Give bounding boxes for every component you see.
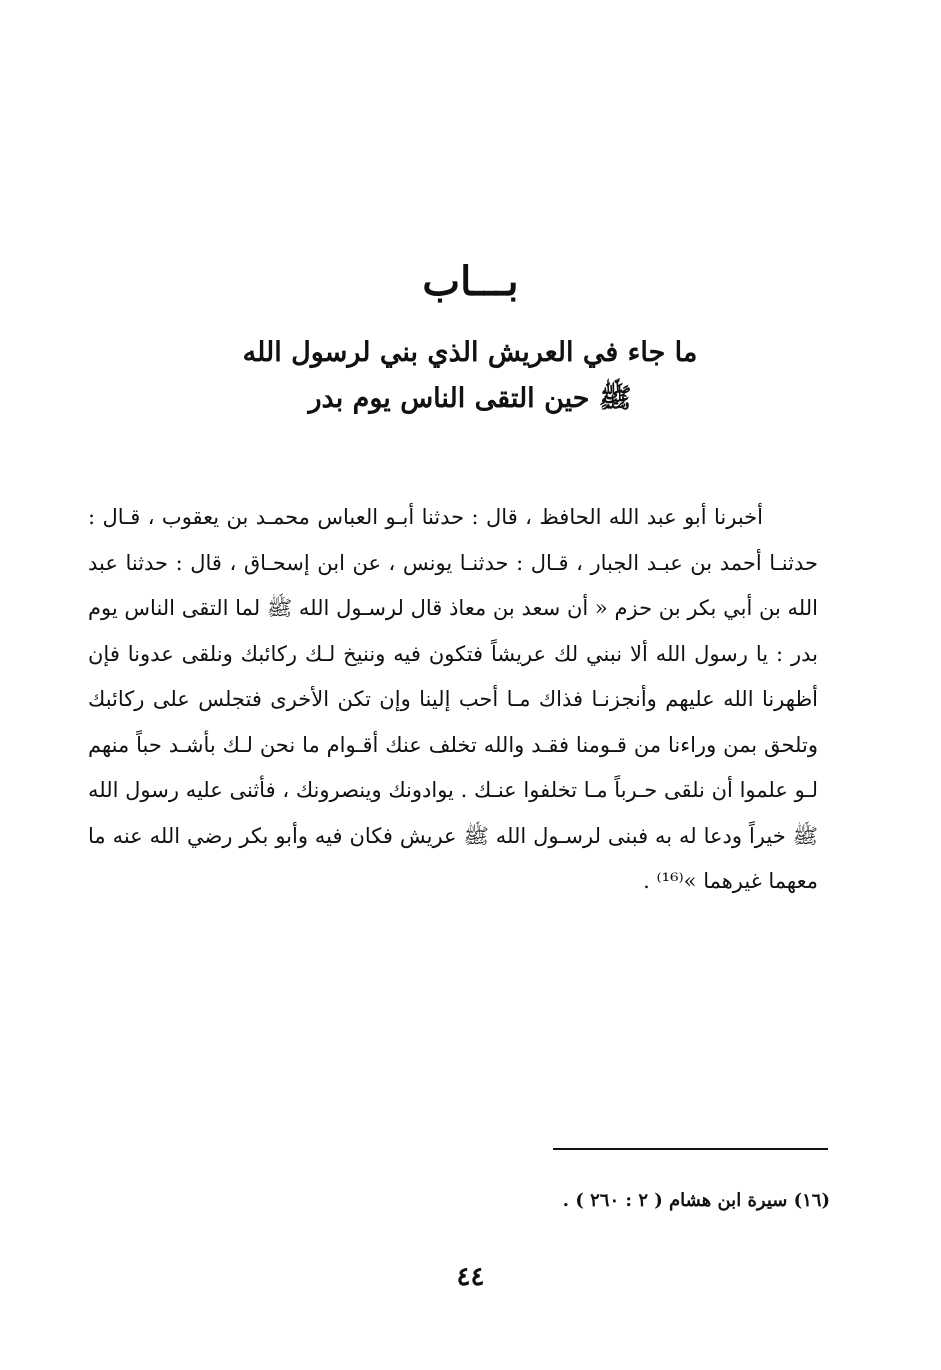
chapter-title xyxy=(150,330,790,422)
footnote: (١٦) سيرة ابن هشام ( ٢ : ٢٦٠ ) . xyxy=(562,1190,830,1211)
chapter-title-line-2: ﷺ حين التقى الناس يوم بدر xyxy=(308,383,632,414)
body-paragraph: أخبرنا أبو عبد الله الحافظ ، قال : حدثنا أبـو العباس محمـد بن يعقوب ، قـال : حدثنـا أحمد بن عبـد الجبار ، قـال : حدثنـا يونس ، عن ابن إسحـاق ، قال : حدثنا عبد الله بن أبي بكر بن حزم « أن سعد بن معاذ قال لرسـول الله ﷺ لما التقى الناس يوم بدر : يا رسول الله ألا نبني لك عريشاً فتكون فيه وننيخ لـك ركائبك ونلقى عدونا فإن أظهرنا الله عليهم وأنجزنـا فذاك مـا أحب إلينا وإن تكن الأخرى فتجلس على ركائبك وتلحق بمن وراءنا من قـومنا فقـد والله تخلف عنك أقـوام ما نحن لـك بأشـد حباً منهم لـو علموا أن نلقى حـرباً مـا تخلفوا عنـك . يوادونك وينصرونك ، فأثنى عليه رسول الله ﷺ خيراً ودعا له به فبنى لرسـول الله ﷺ عريش فكان فيه وأبو بكر رضي الله عنه ما معهما غيرهما »⁽¹⁶⁾ . xyxy=(88,505,818,893)
footnote-divider xyxy=(553,1148,828,1150)
page-number: ٤٤ xyxy=(456,1262,485,1292)
chapter-title-line-1: ما جاء في العريش الذي بني لرسول الله xyxy=(242,337,698,368)
body-text xyxy=(88,495,818,905)
chapter-heading-word: بـــاب xyxy=(422,258,519,305)
